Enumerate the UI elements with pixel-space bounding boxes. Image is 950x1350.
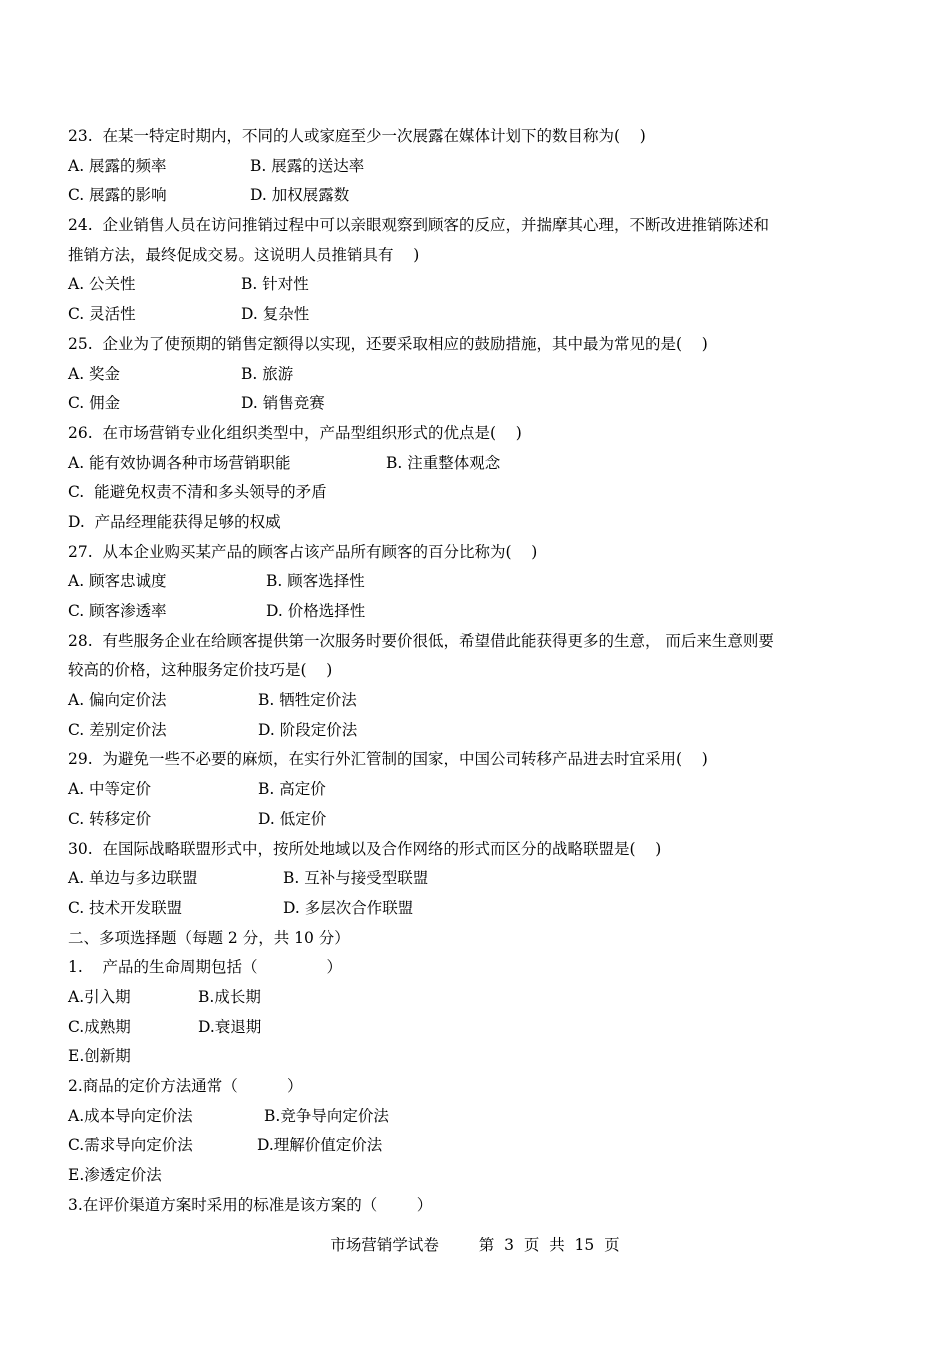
question-line [68, 122, 868, 152]
option-left: C. 顾客渗透率 [68, 602, 167, 620]
option-left: C.需求导向定价法 [68, 1136, 193, 1155]
option-row [68, 449, 868, 479]
option-row [68, 716, 868, 746]
option-left: C. 灵活性 [68, 305, 136, 324]
option-right: B. 互补与接受型联盟 [283, 869, 429, 888]
question-line [68, 627, 868, 657]
option-left: A. 偏向定价法 [68, 691, 167, 710]
option-row [68, 1013, 868, 1043]
line-text: 28. 有些服务企业在给顾客提供第一次服务时要价很低，希望借此能获得更多的生意， 而后来生意则要 [68, 631, 774, 650]
option-right: B. 旅游 [241, 364, 294, 383]
question-line [68, 330, 868, 360]
option-right: D. 多层次合作联盟 [283, 898, 414, 917]
option-left: A.引入期 [68, 987, 131, 1006]
option-row [68, 775, 868, 805]
option-right: D. 加权展露数 [250, 186, 350, 205]
line-text: 较高的价格，这种服务定价技巧是( ) [68, 661, 333, 680]
line-text: 27. 从本企业购买某产品的顾客占该产品所有顾客的百分比称为( ) [68, 542, 538, 561]
option-row [68, 983, 868, 1013]
option-left: A. 奖金 [68, 364, 121, 383]
line-text: 23. 在某一特定时期内，不同的人或家庭至少一次展露在媒体计划下的数目称为( ) [68, 127, 646, 145]
option-right: B. 注重整体观念 [386, 453, 501, 472]
option-right: D. 复杂性 [241, 305, 310, 324]
option-left: C. 展露的影响 [68, 186, 167, 205]
line-text: 26. 在市场营销专业化组织类型中，产品型组织形式的优点是( ) [68, 423, 522, 442]
option-row [68, 270, 868, 300]
line-text: 2.商品的定价方法通常（ ） [68, 1077, 303, 1095]
option-right: D. 阶段定价法 [258, 720, 358, 739]
exam-page [68, 122, 868, 1220]
option-right: B. 展露的送达率 [250, 156, 365, 175]
option-left: C. 技术开发联盟 [68, 898, 183, 917]
option-left: C. 差别定价法 [68, 720, 167, 739]
question-line [68, 508, 868, 538]
option-row [68, 894, 868, 924]
option-left: A. 能有效协调各种市场营销职能 [68, 453, 291, 472]
option-row [68, 300, 868, 330]
question-line [68, 1191, 868, 1221]
question-line [68, 953, 868, 983]
option-right: B. 针对性 [241, 275, 309, 294]
option-right: D.衰退期 [198, 1017, 262, 1036]
option-left: A. 单边与多边联盟 [68, 869, 198, 888]
option-row [68, 152, 868, 182]
line-text: 1. 产品的生命周期包括（ ） [68, 958, 342, 977]
option-row [68, 597, 868, 627]
line-text: 24. 企业销售人员在访问推销过程中可以亲眼观察到顾客的反应，并揣摩其心理，不断改进推销陈述和 [68, 216, 770, 235]
option-left: A.成本导向定价法 [68, 1106, 193, 1125]
line-text: D. 产品经理能获得足够的权威 [68, 512, 281, 531]
line-text: C. 能避免权责不清和多头领导的矛盾 [68, 483, 327, 502]
option-left: A. 顾客忠诚度 [68, 572, 167, 591]
question-line [68, 1072, 868, 1102]
question-line [68, 835, 868, 865]
line-text: 二、多项选择题（每题 2 分，共 10 分） [68, 928, 350, 947]
question-line [68, 656, 868, 686]
option-right: B. 牺牲定价法 [258, 691, 357, 710]
option-left: A. 展露的频率 [68, 156, 167, 175]
option-right: D. 低定价 [258, 809, 327, 828]
question-line [68, 419, 868, 449]
option-right: D. 价格选择性 [266, 602, 366, 620]
option-left: C.成熟期 [68, 1017, 131, 1036]
question-line [68, 1161, 868, 1191]
line-text: 推销方法，最终促成交易。这说明人员推销具有 ) [68, 245, 420, 264]
option-right: B. 高定价 [258, 780, 326, 799]
option-left: A. 中等定价 [68, 780, 152, 799]
question-line [68, 745, 868, 775]
option-row [68, 567, 868, 597]
option-right: B.成长期 [198, 987, 261, 1006]
page-footer [0, 1233, 950, 1255]
question-line [68, 241, 868, 271]
question-line [68, 1042, 868, 1072]
line-text: 25. 企业为了使预期的销售定额得以实现，还要采取相应的鼓励措施，其中最为常见的是( ) [68, 334, 708, 353]
option-row [68, 181, 868, 211]
line-text: 29. 为避免一些不必要的麻烦，在实行外汇管制的国家，中国公司转移产品进去时宜采用( ) [68, 750, 708, 769]
question-line [68, 478, 868, 508]
option-row [68, 1131, 868, 1161]
option-left: C. 转移定价 [68, 809, 152, 828]
option-row [68, 805, 868, 835]
question-line [68, 211, 868, 241]
option-row [68, 389, 868, 419]
option-row [68, 360, 868, 390]
option-row [68, 1102, 868, 1132]
option-row [68, 864, 868, 894]
footer-page-number: 第 3 页 共 15 页 [478, 1236, 620, 1254]
question-line [68, 538, 868, 568]
option-left: A. 公关性 [68, 275, 136, 294]
option-right: B.竞争导向定价法 [264, 1106, 389, 1125]
line-text: 30. 在国际战略联盟形式中，按所处地域以及合作网络的形式而区分的战略联盟是( ) [68, 839, 662, 858]
question-line [68, 924, 868, 954]
footer-title: 市场营销学试卷 [330, 1236, 439, 1254]
option-right: B. 顾客选择性 [266, 572, 365, 591]
line-text: 3.在评价渠道方案时采用的标准是该方案的（ ） [68, 1195, 433, 1214]
option-right: D. 销售竞赛 [241, 394, 325, 413]
line-text: E.创新期 [68, 1047, 131, 1066]
line-text: E.渗透定价法 [68, 1166, 162, 1185]
option-left: C. 佣金 [68, 394, 121, 413]
option-right: D.理解价值定价法 [257, 1136, 383, 1155]
option-row [68, 686, 868, 716]
